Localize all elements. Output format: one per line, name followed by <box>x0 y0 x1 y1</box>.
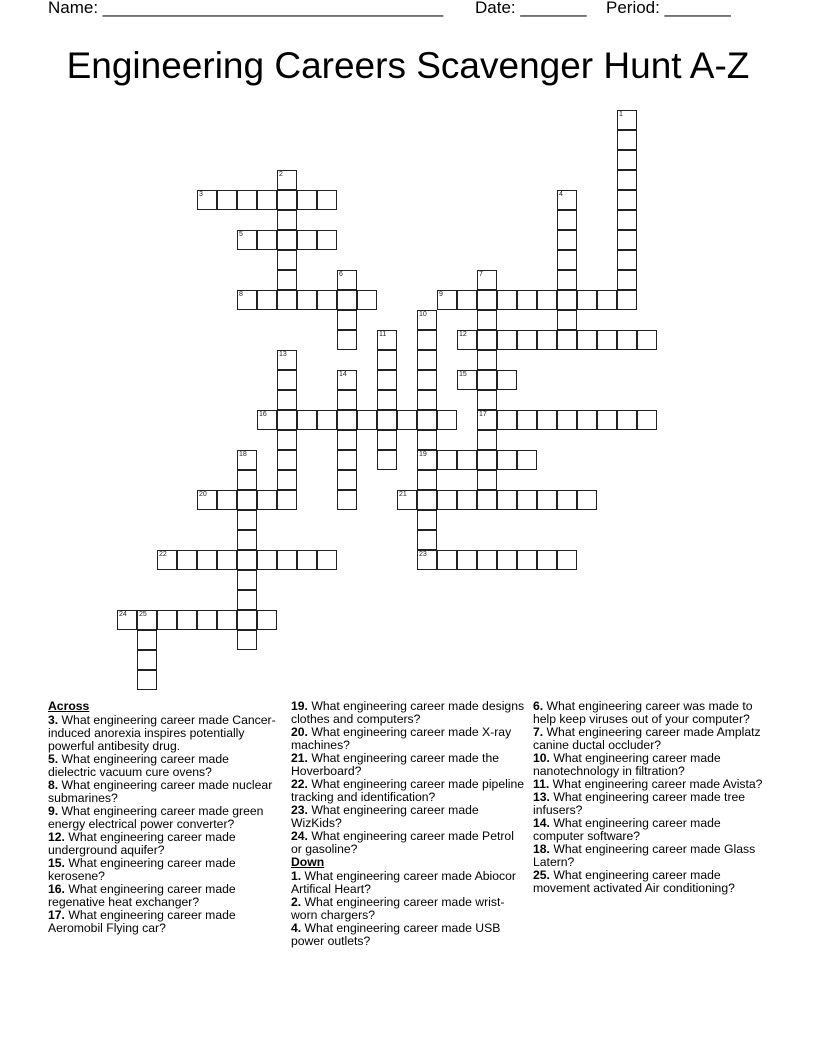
grid-cell[interactable] <box>337 290 357 310</box>
grid-cell[interactable] <box>237 510 257 530</box>
grid-cell[interactable] <box>197 610 217 630</box>
grid-cell[interactable] <box>117 610 137 630</box>
clue-number: 17. <box>48 908 65 922</box>
grid-cell[interactable] <box>197 190 217 210</box>
grid-cell[interactable] <box>557 230 577 250</box>
clue-number: 9 <box>439 291 443 298</box>
grid-cell[interactable] <box>417 470 437 490</box>
grid-cell[interactable] <box>477 450 497 470</box>
grid-cell[interactable] <box>237 550 257 570</box>
down-clue <box>533 791 773 817</box>
clue-number: 6. <box>533 699 544 713</box>
across-clue <box>48 831 278 857</box>
grid-cell[interactable] <box>137 670 157 690</box>
grid-cell[interactable] <box>477 390 497 410</box>
page-title: Engineering Careers Scavenger Hunt A-Z <box>66 45 750 86</box>
grid-cell[interactable] <box>157 610 177 630</box>
grid-cell[interactable] <box>497 290 517 310</box>
grid-cell[interactable] <box>477 330 497 350</box>
clue-number: 22. <box>291 777 308 791</box>
clue-number: 23 <box>419 551 427 558</box>
grid-cell[interactable] <box>277 190 297 210</box>
grid-cell[interactable] <box>277 470 297 490</box>
across-clue <box>291 700 526 726</box>
grid-cell[interactable] <box>377 390 397 410</box>
clue-text: What engineering career made nanotechnology in filtration? <box>533 751 721 778</box>
grid-cell[interactable] <box>277 550 297 570</box>
grid-cell[interactable] <box>297 190 317 210</box>
clue-text: What engineering career made designs clothes and computers? <box>291 699 525 726</box>
grid-cell[interactable] <box>617 230 637 250</box>
down-heading: Down <box>291 855 325 869</box>
clue-text: What engineering career made regenative heat exchanger? <box>48 882 236 909</box>
grid-cell[interactable] <box>537 490 557 510</box>
clue-number: 14 <box>339 371 347 378</box>
grid-cell[interactable] <box>377 330 397 350</box>
across-clue <box>48 753 278 779</box>
down-clue <box>533 817 773 843</box>
clue-number: 12. <box>48 830 65 844</box>
down-clue <box>533 726 773 752</box>
clue-text: What engineering career made movement activated Air conditioning? <box>533 868 735 895</box>
grid-cell[interactable] <box>257 230 277 250</box>
clue-text: What engineering career made USB power outlets? <box>291 921 501 948</box>
grid-cell[interactable] <box>237 570 257 590</box>
clue-number: 19 <box>419 451 427 458</box>
grid-cell[interactable] <box>257 490 277 510</box>
grid-cell[interactable] <box>317 290 337 310</box>
clue-number: 13 <box>279 351 287 358</box>
clue-number: 5. <box>48 752 59 766</box>
grid-cell[interactable] <box>317 190 337 210</box>
clues-column-1 <box>48 700 278 935</box>
clue-number: 6 <box>339 271 343 278</box>
grid-cell[interactable] <box>417 490 437 510</box>
grid-cell[interactable] <box>477 290 497 310</box>
grid-cell[interactable] <box>557 190 577 210</box>
grid-cell[interactable] <box>637 330 657 350</box>
grid-cell[interactable] <box>237 630 257 650</box>
crossword-grid <box>117 110 677 710</box>
grid-cell[interactable] <box>237 490 257 510</box>
grid-cell[interactable] <box>257 410 277 430</box>
grid-cell[interactable] <box>597 330 617 350</box>
grid-cell[interactable] <box>457 490 477 510</box>
clue-text: What engineering career made wrist-worn chargers? <box>291 895 505 922</box>
grid-cell[interactable] <box>217 550 237 570</box>
down-clue <box>291 870 526 896</box>
grid-cell[interactable] <box>437 290 457 310</box>
down-clue <box>533 752 773 778</box>
grid-cell[interactable] <box>437 550 457 570</box>
grid-cell[interactable] <box>337 450 357 470</box>
clue-text: What engineering career made pipeline tracking and identification? <box>291 777 525 804</box>
grid-cell[interactable] <box>417 370 437 390</box>
grid-cell[interactable] <box>337 390 357 410</box>
grid-cell[interactable] <box>457 450 477 470</box>
grid-cell[interactable] <box>497 550 517 570</box>
clue-number: 21. <box>291 751 308 765</box>
grid-cell[interactable] <box>457 290 477 310</box>
grid-cell[interactable] <box>617 290 637 310</box>
clue-text: What engineering career made WizKids? <box>291 803 479 830</box>
clue-number: 13. <box>533 790 550 804</box>
grid-cell[interactable] <box>237 290 257 310</box>
grid-cell[interactable] <box>577 490 597 510</box>
clue-text: What engineering career made Petrol or gasoline? <box>291 829 514 856</box>
grid-cell[interactable] <box>297 290 317 310</box>
grid-cell[interactable] <box>477 430 497 450</box>
clue-text: What engineering career made green energy electrical power converter? <box>48 804 264 831</box>
clue-number: 7 <box>479 271 483 278</box>
grid-cell[interactable] <box>237 230 257 250</box>
grid-cell[interactable] <box>617 150 637 170</box>
grid-cell[interactable] <box>477 550 497 570</box>
grid-cell[interactable] <box>217 190 237 210</box>
grid-cell[interactable] <box>457 550 477 570</box>
grid-cell[interactable] <box>517 290 537 310</box>
clue-number: 5 <box>239 231 243 238</box>
grid-cell[interactable] <box>437 410 457 430</box>
grid-cell[interactable] <box>557 270 577 290</box>
clue-number: 4. <box>291 921 302 935</box>
grid-cell[interactable] <box>377 370 397 390</box>
grid-cell[interactable] <box>217 490 237 510</box>
clue-number: 4 <box>559 191 563 198</box>
grid-cell[interactable] <box>317 230 337 250</box>
grid-cell[interactable] <box>357 290 377 310</box>
grid-cell[interactable] <box>197 490 217 510</box>
grid-cell[interactable] <box>277 250 297 270</box>
clue-text: What engineering career made computer software? <box>533 816 721 843</box>
grid-cell[interactable] <box>337 270 357 290</box>
down-clue <box>533 869 773 895</box>
down-clue <box>291 922 526 948</box>
clue-number: 16. <box>48 882 65 896</box>
clue-number: 3 <box>199 191 203 198</box>
grid-cell[interactable] <box>277 170 297 190</box>
clues-column-3 <box>533 700 773 895</box>
grid-cell[interactable] <box>277 210 297 230</box>
grid-cell[interactable] <box>357 410 377 430</box>
grid-cell[interactable] <box>417 390 437 410</box>
across-clue <box>48 714 278 753</box>
grid-cell[interactable] <box>257 610 277 630</box>
clue-number: 19. <box>291 699 308 713</box>
grid-cell[interactable] <box>537 550 557 570</box>
grid-cell[interactable] <box>137 630 157 650</box>
grid-cell[interactable] <box>397 490 417 510</box>
grid-cell[interactable] <box>457 370 477 390</box>
across-clue <box>291 804 526 830</box>
clue-number: 2. <box>291 895 302 909</box>
grid-cell[interactable] <box>437 450 457 470</box>
grid-cell[interactable] <box>237 610 257 630</box>
grid-cell[interactable] <box>277 450 297 470</box>
date-field[interactable]: Date: _______ <box>475 0 587 17</box>
grid-cell[interactable] <box>277 390 297 410</box>
grid-cell[interactable] <box>337 330 357 350</box>
grid-cell[interactable] <box>277 490 297 510</box>
grid-cell[interactable] <box>237 450 257 470</box>
clue-number: 25 <box>139 611 147 618</box>
grid-cell[interactable] <box>337 310 357 330</box>
grid-cell[interactable] <box>537 410 557 430</box>
grid-cell[interactable] <box>517 450 537 470</box>
grid-cell[interactable] <box>277 290 297 310</box>
grid-cell[interactable] <box>617 330 637 350</box>
grid-cell[interactable] <box>137 610 157 630</box>
across-clue <box>48 779 278 805</box>
grid-cell[interactable] <box>237 590 257 610</box>
grid-cell[interactable] <box>497 330 517 350</box>
grid-cell[interactable] <box>477 470 497 490</box>
grid-cell[interactable] <box>497 370 517 390</box>
grid-cell[interactable] <box>157 550 177 570</box>
grid-cell[interactable] <box>417 430 437 450</box>
period-field[interactable]: Period: _______ <box>606 0 731 17</box>
grid-cell[interactable] <box>417 450 437 470</box>
grid-cell[interactable] <box>337 370 357 390</box>
clue-text: What engineering career was made to help keep viruses out of your computer? <box>533 699 753 726</box>
grid-cell[interactable] <box>397 410 417 430</box>
grid-cell[interactable] <box>517 490 537 510</box>
grid-cell[interactable] <box>617 270 637 290</box>
grid-cell[interactable] <box>617 130 637 150</box>
grid-cell[interactable] <box>617 210 637 230</box>
grid-cell[interactable] <box>217 610 237 630</box>
clue-number: 9. <box>48 804 59 818</box>
grid-cell[interactable] <box>597 410 617 430</box>
clue-number: 18. <box>533 842 550 856</box>
grid-cell[interactable] <box>597 290 617 310</box>
grid-cell[interactable] <box>417 350 437 370</box>
grid-cell[interactable] <box>557 550 577 570</box>
clue-number: 16 <box>259 411 267 418</box>
clue-text: What engineering career made nuclear submarines? <box>48 778 273 805</box>
clue-number: 11. <box>533 777 550 791</box>
clue-number: 3. <box>48 713 59 727</box>
clue-number: 7. <box>533 725 544 739</box>
grid-cell[interactable] <box>557 410 577 430</box>
grid-cell[interactable] <box>477 370 497 390</box>
clue-text: What engineering career made Abiocor Artifical Heart? <box>291 869 516 896</box>
clue-number: 21 <box>399 491 407 498</box>
clue-text: What engineering career made Amplatz canine ductal occluder? <box>533 725 761 752</box>
across-clue <box>291 778 526 804</box>
across-clue <box>48 805 278 831</box>
clue-number: 2 <box>279 171 283 178</box>
grid-cell[interactable] <box>257 550 277 570</box>
clue-text: What engineering career made Avista? <box>549 777 763 791</box>
clue-text: What engineering career made Glass Latern? <box>533 842 756 869</box>
grid-cell[interactable] <box>337 430 357 450</box>
grid-cell[interactable] <box>237 530 257 550</box>
clue-text: What engineering career made dielectric vacuum cure ovens? <box>48 752 229 779</box>
clue-text: What engineering career made Aeromobil Flying car? <box>48 908 236 935</box>
clue-number: 10 <box>419 311 427 318</box>
grid-cell[interactable] <box>237 470 257 490</box>
across-clue <box>291 752 526 778</box>
grid-cell[interactable] <box>477 490 497 510</box>
grid-cell[interactable] <box>137 650 157 670</box>
grid-cell[interactable] <box>617 250 637 270</box>
grid-cell[interactable] <box>577 410 597 430</box>
clue-text: What engineering career made Cancer-induced anorexia inspires potentially powerful antibesity drug. <box>48 713 276 753</box>
grid-cell[interactable] <box>277 370 297 390</box>
across-clue <box>291 830 526 856</box>
across-heading: Across <box>48 699 90 713</box>
across-clue <box>48 857 278 883</box>
clue-number: 23. <box>291 803 308 817</box>
grid-cell[interactable] <box>417 330 437 350</box>
clue-text: What engineering career made underground aquifer? <box>48 830 236 857</box>
grid-cell[interactable] <box>277 270 297 290</box>
name-field[interactable]: Name: ____________________________________ <box>48 0 444 17</box>
grid-cell[interactable] <box>457 330 477 350</box>
grid-cell[interactable] <box>377 430 397 450</box>
clue-number: 15 <box>459 371 467 378</box>
clues-column-2 <box>291 700 526 948</box>
clue-number: 20. <box>291 725 308 739</box>
down-clue <box>291 896 526 922</box>
grid-cell[interactable] <box>557 290 577 310</box>
grid-cell[interactable] <box>337 470 357 490</box>
clue-number: 24 <box>119 611 127 618</box>
grid-cell[interactable] <box>237 190 257 210</box>
clue-text: What engineering career made the Hoverboard? <box>291 751 500 778</box>
grid-cell[interactable] <box>197 550 217 570</box>
grid-cell[interactable] <box>557 330 577 350</box>
grid-cell[interactable] <box>437 490 457 510</box>
grid-cell[interactable] <box>337 490 357 510</box>
grid-cell[interactable] <box>617 170 637 190</box>
grid-cell[interactable] <box>257 290 277 310</box>
grid-cell[interactable] <box>277 230 297 250</box>
grid-cell[interactable] <box>317 410 337 430</box>
grid-cell[interactable] <box>377 410 397 430</box>
grid-cell[interactable] <box>277 350 297 370</box>
clue-text: What engineering career made tree infusers? <box>533 790 746 817</box>
across-clue <box>48 883 278 909</box>
grid-cell[interactable] <box>557 210 577 230</box>
grid-cell[interactable] <box>177 610 197 630</box>
clue-number: 11 <box>379 331 387 338</box>
clue-number: 12 <box>459 331 467 338</box>
grid-cell[interactable] <box>557 310 577 330</box>
clue-number: 15. <box>48 856 65 870</box>
grid-cell[interactable] <box>277 430 297 450</box>
grid-cell[interactable] <box>297 230 317 250</box>
clue-number: 22 <box>159 551 167 558</box>
grid-cell[interactable] <box>257 190 277 210</box>
clue-number: 25. <box>533 868 550 882</box>
grid-cell[interactable] <box>557 490 577 510</box>
grid-cell[interactable] <box>617 410 637 430</box>
grid-cell[interactable] <box>617 190 637 210</box>
grid-cell[interactable] <box>417 510 437 530</box>
clue-text: What engineering career made X-ray machines? <box>291 725 512 752</box>
clue-number: 17 <box>479 411 487 418</box>
clue-number: 18 <box>239 451 247 458</box>
grid-cell[interactable] <box>577 330 597 350</box>
grid-cell[interactable] <box>577 290 597 310</box>
clue-number: 1 <box>619 111 623 118</box>
grid-cell[interactable] <box>537 290 557 310</box>
down-clue <box>533 700 773 726</box>
grid-cell[interactable] <box>517 330 537 350</box>
grid-cell[interactable] <box>417 530 437 550</box>
grid-cell[interactable] <box>477 310 497 330</box>
grid-cell[interactable] <box>297 550 317 570</box>
clue-number: 14. <box>533 816 550 830</box>
clue-number: 8. <box>48 778 59 792</box>
grid-cell[interactable] <box>317 550 337 570</box>
grid-cell[interactable] <box>557 250 577 270</box>
grid-cell[interactable] <box>297 410 317 430</box>
grid-cell[interactable] <box>417 310 437 330</box>
grid-cell[interactable] <box>277 410 297 430</box>
grid-cell[interactable] <box>477 270 497 290</box>
grid-cell[interactable] <box>497 410 517 430</box>
grid-cell[interactable] <box>497 490 517 510</box>
across-clue <box>48 909 278 935</box>
grid-cell[interactable] <box>517 410 537 430</box>
clue-number: 1. <box>291 869 302 883</box>
grid-cell[interactable] <box>377 450 397 470</box>
clue-number: 8 <box>239 291 243 298</box>
grid-cell[interactable] <box>537 330 557 350</box>
clue-number: 24. <box>291 829 308 843</box>
grid-cell[interactable] <box>377 350 397 370</box>
clue-number: 20 <box>199 491 207 498</box>
grid-cell[interactable] <box>477 410 497 430</box>
clue-text: What engineering career made kerosene? <box>48 856 236 883</box>
grid-cell[interactable] <box>477 350 497 370</box>
clue-number: 10. <box>533 751 550 765</box>
grid-cell[interactable] <box>637 410 657 430</box>
grid-cell[interactable] <box>417 550 437 570</box>
grid-cell[interactable] <box>417 410 437 430</box>
grid-cell[interactable] <box>617 110 637 130</box>
down-clue <box>533 843 773 869</box>
across-clue <box>291 726 526 752</box>
grid-cell[interactable] <box>497 450 517 470</box>
grid-cell[interactable] <box>177 550 197 570</box>
grid-cell[interactable] <box>517 550 537 570</box>
grid-cell[interactable] <box>337 410 357 430</box>
